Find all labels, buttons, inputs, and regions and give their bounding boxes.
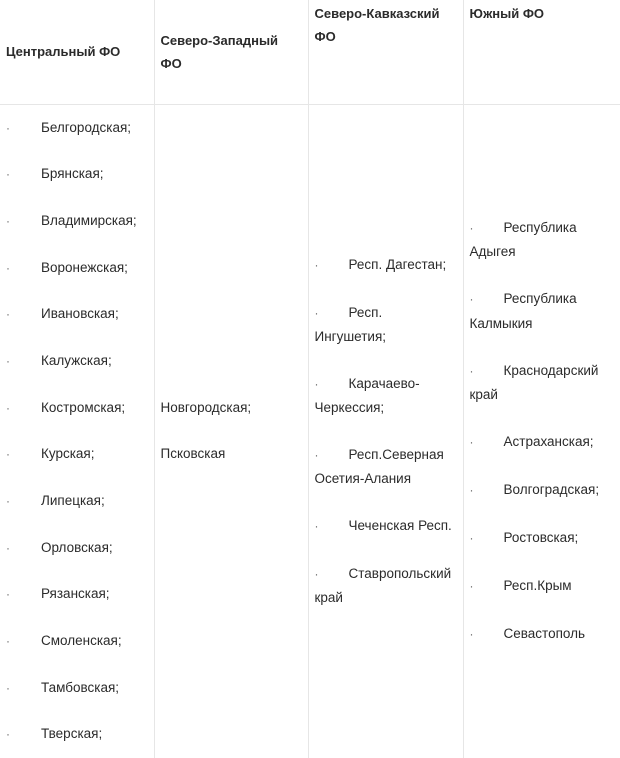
region-item: [315, 443, 457, 490]
region-name: Воронежская;: [41, 260, 128, 275]
region-name: Ивановская;: [41, 306, 119, 321]
region-name: Севастополь: [504, 626, 586, 641]
region-item: [6, 291, 148, 338]
region-item: [161, 385, 302, 431]
bullet-icon: ·: [315, 302, 349, 325]
region-name: Смоленская;: [41, 633, 122, 648]
region-item: [6, 478, 148, 525]
region-name: Курская;: [41, 446, 95, 461]
northwest-list: [161, 385, 302, 477]
region-item: [315, 253, 457, 277]
region-item: [315, 301, 457, 348]
bullet-icon: ·: [6, 665, 10, 712]
region-item: [6, 431, 148, 478]
central-cell: [0, 104, 154, 758]
bullet-icon: ·: [315, 515, 349, 538]
bullet-icon: ·: [6, 385, 10, 432]
region-name: Респ. Ингушетия;: [315, 305, 387, 344]
header-south: Южный ФО: [463, 0, 620, 104]
bullet-icon: ·: [315, 563, 349, 586]
region-name: Рязанская;: [41, 586, 110, 601]
bullet-icon: ·: [6, 151, 10, 198]
region-name: Костромская;: [41, 400, 125, 415]
region-item: [6, 338, 148, 385]
region-item: [470, 287, 615, 335]
central-list: [6, 105, 148, 758]
region-name: Владимирская;: [41, 213, 137, 228]
region-name: Чеченская Респ.: [349, 518, 452, 533]
region-item: [6, 105, 148, 152]
bullet-icon: ·: [6, 618, 10, 665]
region-item: [6, 525, 148, 572]
bullet-icon: ·: [6, 338, 10, 385]
header-northwest: Северо-Западный ФО: [154, 0, 308, 104]
bullet-icon: ·: [315, 373, 349, 396]
region-item: [6, 151, 148, 198]
region-name: Новгородская;: [161, 400, 252, 415]
region-name: Республика Калмыкия: [470, 291, 577, 331]
header-row: [0, 0, 620, 104]
region-item: [6, 618, 148, 665]
region-name: Ставропольский край: [315, 566, 452, 605]
bullet-icon: ·: [6, 291, 10, 338]
region-item: [315, 562, 457, 609]
region-name: Тамбовская;: [41, 680, 119, 695]
region-name: Тверская;: [41, 726, 102, 741]
bullet-icon: ·: [6, 198, 10, 245]
region-item: [470, 526, 615, 551]
region-item: [6, 571, 148, 618]
region-name: Брянская;: [41, 166, 104, 181]
region-item: [315, 372, 457, 419]
region-name: Ростовская;: [504, 530, 579, 545]
region-item: [6, 245, 148, 292]
south-cell: [463, 104, 620, 758]
region-name: Астраханская;: [504, 434, 594, 449]
bullet-icon: ·: [6, 711, 10, 758]
header-central: Центральный ФО: [0, 0, 154, 104]
region-name: Калужская;: [41, 353, 112, 368]
region-item: [6, 711, 148, 758]
region-name: Республика Адыгея: [470, 220, 577, 260]
bullet-icon: ·: [470, 217, 504, 241]
header-north-caucasus: Северо-Кавказский ФО: [308, 0, 463, 104]
region-name: Белгородская;: [41, 120, 131, 135]
bullet-icon: ·: [6, 105, 10, 152]
bullet-icon: ·: [470, 623, 504, 647]
region-item: [6, 198, 148, 245]
bullet-icon: ·: [315, 254, 349, 277]
region-item: [470, 430, 615, 455]
northwest-cell: [154, 104, 308, 758]
region-item: [470, 478, 615, 503]
bullet-icon: ·: [6, 245, 10, 292]
region-name: Краснодарский край: [470, 363, 599, 403]
region-name: Респ.Крым: [504, 578, 572, 593]
region-item: [161, 431, 302, 477]
bullet-icon: ·: [315, 444, 349, 467]
bullet-icon: ·: [470, 431, 504, 455]
bullet-icon: ·: [470, 288, 504, 312]
bullet-icon: ·: [470, 479, 504, 503]
region-item: [470, 216, 615, 264]
bullet-icon: ·: [6, 478, 10, 525]
bullet-icon: ·: [470, 360, 504, 384]
region-name: Карачаево-Черкессия;: [315, 376, 420, 415]
region-item: [315, 514, 457, 538]
regions-row: [0, 104, 620, 758]
bullet-icon: ·: [6, 571, 10, 618]
bullet-icon: ·: [6, 431, 10, 478]
region-name: Респ.Северная Осетия-Алания: [315, 447, 444, 486]
region-name: Псковская: [161, 446, 226, 461]
region-item: [470, 574, 615, 599]
region-name: Орловская;: [41, 540, 113, 555]
region-item: [470, 359, 615, 407]
region-name: Респ. Дагестан;: [349, 257, 447, 272]
region-item: [6, 665, 148, 712]
bullet-icon: ·: [6, 525, 10, 572]
region-name: Волгоградская;: [504, 482, 600, 497]
north-caucasus-cell: [308, 104, 463, 758]
south-list: [470, 216, 615, 647]
region-item: [470, 622, 615, 647]
region-item: [6, 385, 148, 432]
bullet-icon: ·: [470, 527, 504, 551]
north-caucasus-list: [315, 253, 457, 609]
region-name: Липецкая;: [41, 493, 105, 508]
bullet-icon: ·: [470, 575, 504, 599]
